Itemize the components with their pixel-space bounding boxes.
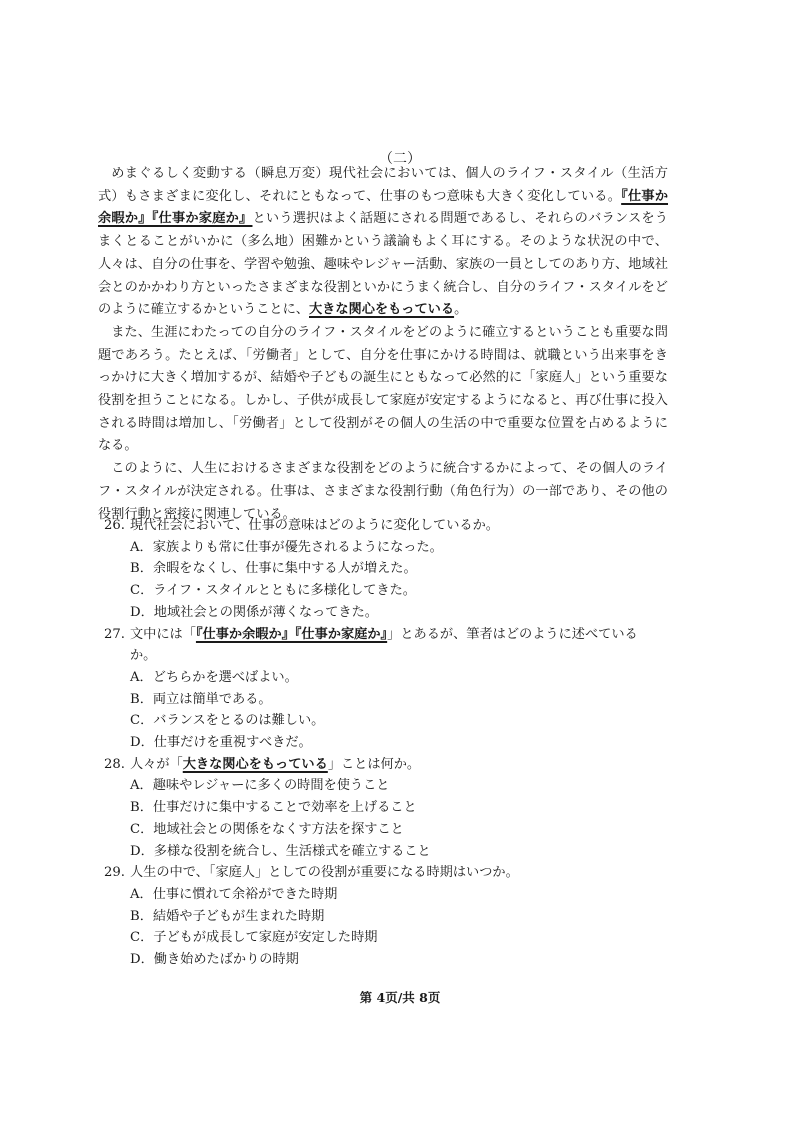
text-segment: 。 — [454, 302, 468, 318]
question-26 — [104, 515, 664, 624]
question-number: 29. — [104, 865, 125, 881]
answer-option: A．仕事に慣れて余裕ができた時期 — [130, 886, 338, 902]
answer-option: D．地域社会との関係が薄くなってきた。 — [130, 604, 378, 620]
answer-option: C．地域社会との関係をなくす方法を探すこと — [130, 821, 404, 837]
question-number: 28. — [104, 756, 125, 772]
question-number: 26. — [104, 518, 125, 533]
answer-option: B．仕事だけに集中することで効率を上げること — [130, 800, 417, 816]
question-stem — [104, 862, 664, 884]
question-27 — [104, 624, 664, 754]
question-29 — [104, 862, 664, 971]
question-number: 27. — [104, 626, 125, 642]
question-list — [104, 515, 664, 971]
passage-paragraph-2: また、生涯にわたっての自分のライフ・スタイルをどのように確立するということも重要な問題であろう。たとえば、「労働者」として、自分を仕事にかける時間は、就職という出来事をきっかけに大きく増加するが、結婚や子どもの誕生にともなって必然的に「家庭人」という重要な役割を担うことになる。しかし、子供が成長して家庭が安定するようになると、再び仕事に投入される時間は増加し、「労働者」として役割がその個人の生活の中で重要な位置を占めるようになる。 — [98, 324, 668, 454]
underlined-phrase: 大きな関心をもっている — [309, 302, 455, 318]
answer-option: D．仕事だけを重視すべきだ。 — [130, 735, 312, 751]
text-segment: 」ことは何か。 — [327, 756, 421, 772]
text-segment: 人生の中で、「家庭人」としての役割が重要になる時期はいつか。 — [130, 865, 519, 881]
text-segment: 人々が「 — [130, 756, 183, 772]
underlined-phrase: 『仕事か余暇か』『仕事か家庭か』 — [98, 188, 669, 227]
underlined-phrase: 『仕事か余暇か』『仕事か家庭か』 — [195, 626, 388, 642]
answer-option: A．どちらかを選べばよい。 — [130, 669, 298, 685]
answer-option: D．多様な役割を統合し、生活様式を確立すること — [130, 843, 431, 859]
reading-passage — [98, 163, 668, 526]
answer-option: A．家族よりも常に仕事が優先されるようになった。 — [130, 539, 443, 555]
question-stem — [104, 754, 664, 776]
answer-option: C．バランスをとるのは難しい。 — [130, 713, 325, 729]
answer-option: B．両立は簡単である。 — [130, 691, 272, 707]
text-segment: という選択はよく話題にされる問題であるし、それらのバランスをうまくとることがいかに（多么地）困難かという議論もよく耳にする。そのような状況の中で、人々は、自分の仕事を、学習や勉強、趣味やレジャー活動、家族の一員としてのあり方、地域社会とのかかわり方といったさまざまな役割といかにうまく統合し、自分のライフ・スタイルをどのように確立するかということに、 — [98, 211, 668, 318]
answer-option: B．余暇をなくし、仕事に集中する人が増えた。 — [130, 561, 417, 577]
underlined-phrase: 大きな関心をもっている — [182, 756, 328, 772]
answer-option: C．ライフ・スタイルとともに多様化してきた。 — [130, 583, 416, 599]
question-stem — [104, 624, 664, 667]
text-segment: 現代社会において、仕事の意味はどのように変化しているか。 — [130, 518, 499, 533]
answer-option: B．結婚や子どもが生まれた時期 — [130, 908, 325, 924]
page-number: 第 4页/共 8页 — [359, 990, 441, 1005]
text-segment: 文中には「 — [130, 626, 196, 642]
answer-option: D．働き始めたばかりの時期 — [130, 952, 299, 968]
section-title: （二） — [379, 151, 421, 167]
passage-paragraph-1 — [98, 163, 668, 322]
text-segment: めまぐるしく変動する（瞬息万変）現代社会においては、個人のライフ・スタイル（生活方式）もさまざまに変化し、それにともなって、仕事のもつ意味も大きく変化している。 — [98, 166, 668, 204]
text-segment: 」とあるが、筆者はどのように述べているか。 — [130, 626, 638, 664]
answer-option: C．子どもが成長して家庭が安定した時期 — [130, 930, 378, 946]
answer-option: A．趣味やレジャーに多くの時間を使うこと — [130, 778, 390, 794]
passage-paragraph-3: このように、人生におけるさまざまな役割をどのように統合するかによって、その個人のライフ・スタイルが決定される。仕事は、さまざまな役割行動（角色行为）の一部であり、その他の役割行動と密接に関連している。 — [98, 461, 668, 522]
question-28 — [104, 754, 664, 863]
question-stem — [104, 515, 664, 537]
